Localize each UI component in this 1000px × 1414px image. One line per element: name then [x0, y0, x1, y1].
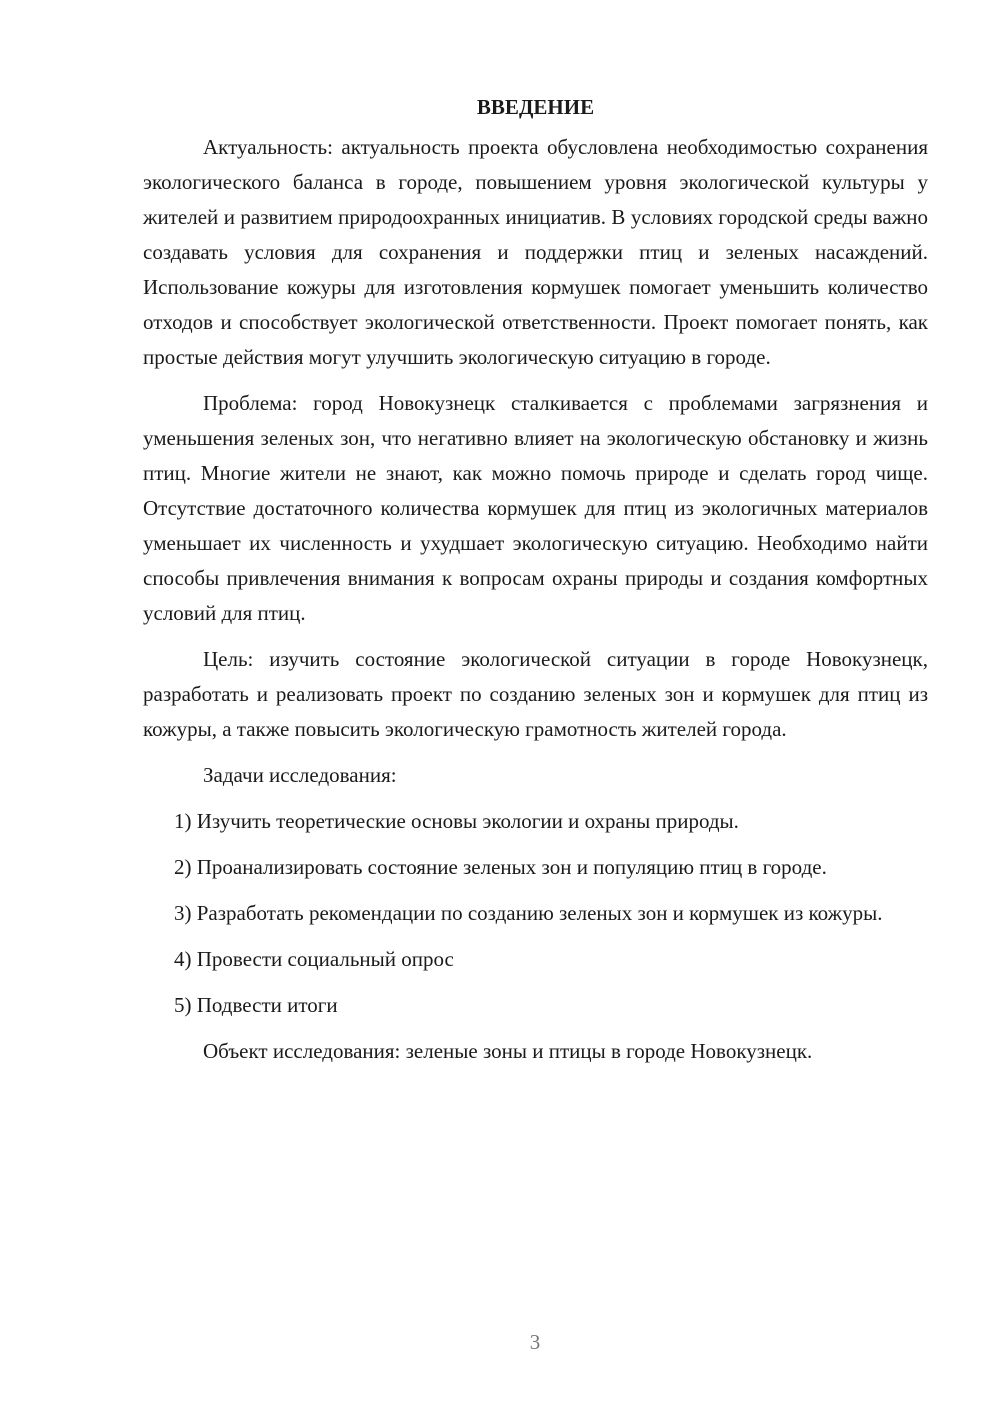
page-content — [143, 90, 928, 1080]
page-number: 3 — [529, 1330, 541, 1354]
task-item-4: 4) Провести социальный опрос — [174, 947, 454, 971]
task-item-3: 3) Разработать рекомендации по созданию зеленых зон и кормушек из кожуры. — [174, 901, 883, 925]
paragraph-relevance: Актуальность: актуальность проекта обусловлена необходимостью сохранения экологического баланса в городе, повышением уровня экологической культуры у жителей и развитием природоохранных инициатив. В условиях городской среды важно создавать условия для сохранения и поддержки птиц и зеленых насаждений. Использование кожуры для изготовления кормушек помогает уменьшить количество отходов и способствует экологической ответственности. Проект помогает понять, как простые действия могут улучшить экологическую ситуацию в городе. — [143, 135, 928, 369]
section-title: ВВЕДЕНИЕ — [476, 95, 595, 119]
paragraph-problem: Проблема: город Новокузнецк сталкивается с проблемами загрязнения и уменьшения зеленых зон, что негативно влияет на экологическую обстановку и жизнь птиц. Многие жители не знают, как можно помочь природе и сделать город чище. Отсутствие достаточного количества кормушек для птиц из экологичных материалов уменьшает их численность и ухудшает экологическую ситуацию. Необходимо найти способы привлечения внимания к вопросам охраны природы и создания комфортных условий для птиц. — [143, 391, 928, 625]
paragraph-tasks-heading: Задачи исследования: — [203, 763, 397, 787]
task-item-1: 1) Изучить теоретические основы экологии и охраны природы. — [174, 809, 739, 833]
task-item-5: 5) Подвести итоги — [174, 993, 338, 1017]
task-item-2: 2) Проанализировать состояние зеленых зон и популяцию птиц в городе. — [174, 855, 827, 879]
paragraph-research-object: Объект исследования: зеленые зоны и птицы в городе Новокузнецк. — [203, 1039, 813, 1063]
paragraph-goal: Цель: изучить состояние экологической ситуации в городе Новокузнецк, разработать и реализовать проект по созданию зеленых зон и кормушек для птиц из кожуры, а также повысить экологическую грамотность жителей города. — [143, 647, 928, 741]
